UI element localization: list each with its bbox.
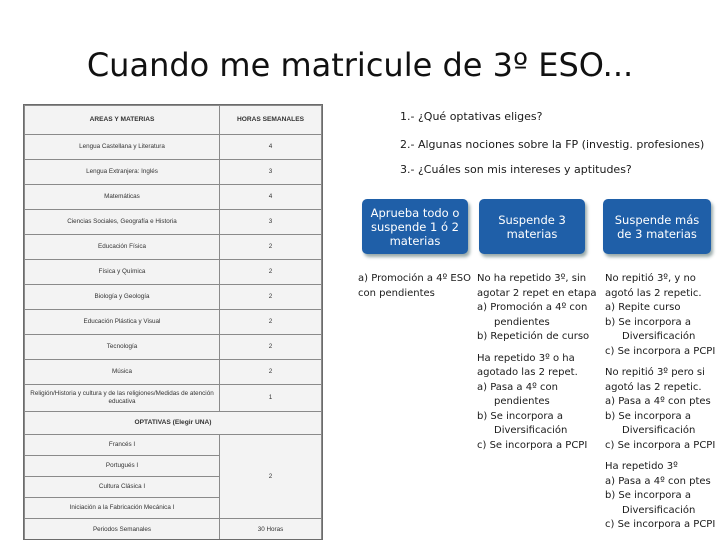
column-aprueba: [358, 272, 471, 301]
subjects-table-image: [23, 104, 323, 540]
text-line: con pendientes: [358, 287, 435, 299]
list-item: Diversificación: [622, 504, 696, 516]
question-3: 3.- ¿Cuáles son mis intereses y aptitudes?: [400, 163, 632, 176]
table-row-subject: Física y Química: [25, 260, 220, 285]
optativas-header: OPTATIVAS (Elegir UNA): [25, 412, 322, 435]
list-item: Diversificación: [622, 425, 696, 436]
optativa-item: Portugués I: [25, 456, 220, 477]
table-row-subject: Biología y Geología: [25, 285, 220, 310]
column-suspende-3: [477, 272, 596, 453]
list-item: b) Se incorpora a: [605, 410, 691, 422]
list-item: a) Promoción a 4º con: [477, 302, 588, 313]
list-item: pendientes: [494, 396, 550, 407]
box-line: Suspende más: [614, 212, 700, 227]
text-line: agotar 2 repet en etapa: [477, 287, 597, 299]
optativas-hours: 2: [220, 435, 322, 519]
list-item: c) Se incorpora a PCPI: [605, 345, 716, 357]
list-item: Diversificación: [494, 425, 568, 436]
text-line: Ha repetido 3º o ha: [477, 352, 575, 364]
box-line: Aprueba todo o: [370, 205, 460, 220]
table-row-subject: Lengua Extranjera: Inglés: [25, 160, 220, 185]
table-row-hours: 2: [220, 310, 322, 335]
total-label: Periodos Semanales: [25, 519, 220, 540]
text-line: agotado las 2 repet.: [477, 367, 578, 378]
text-line: agotó las 2 repetic.: [605, 287, 702, 299]
text-line: No ha repetido 3º, sin: [477, 273, 587, 284]
box-line: materias: [506, 226, 558, 241]
table-header-subjects: AREAS Y MATERIAS: [25, 106, 220, 135]
table-header-hours: HORAS SEMANALES: [220, 106, 322, 135]
total-hours: 30 Horas: [220, 519, 322, 540]
question-1: 1.- ¿Qué optativas eliges?: [400, 110, 543, 123]
table-row-hours: 4: [220, 185, 322, 210]
table-row-subject: Tecnología: [25, 335, 220, 360]
table-row-subject: Educación Física: [25, 235, 220, 260]
table-row-subject: Religión/Historia y cultura y de las religiones/Medidas de atención educativa: [25, 385, 220, 412]
optativa-item: Iniciación a la Fabricación Mecánica I: [25, 498, 220, 519]
list-item: c) Se incorpora a PCPI: [605, 519, 716, 530]
text-line: Ha repetido 3º: [605, 461, 678, 472]
table-row-hours: 2: [220, 235, 322, 260]
list-item: b) Repetición de curso: [477, 331, 590, 342]
box-line: de 3 materias: [617, 226, 697, 241]
table-row-hours: 2: [220, 360, 322, 385]
column-suspende-mas: [605, 272, 715, 533]
list-item: b) Se incorpora a: [605, 316, 691, 328]
text-line: No repitió 3º, y no: [605, 273, 696, 284]
box-line: Suspende 3: [498, 212, 566, 227]
box-line: suspende 1 ó 2: [371, 219, 459, 234]
box-line: materias: [389, 233, 441, 248]
subjects-table: [24, 105, 322, 540]
table-row-hours: 2: [220, 285, 322, 310]
table-row-subject: Música: [25, 360, 220, 385]
question-2: 2.- Algunas nociones sobre la FP (investig. profesiones): [400, 138, 705, 151]
optativa-item: Cultura Clásica I: [25, 477, 220, 498]
list-item: a) Repite curso: [605, 302, 681, 313]
list-item: b) Se incorpora a: [605, 490, 691, 501]
list-item: c) Se incorpora a PCPI: [477, 439, 588, 451]
table-row-subject: Lengua Castellana y Literatura: [25, 135, 220, 160]
list-item: b) Se incorpora a: [477, 410, 563, 422]
text-line: agotó las 2 repetic.: [605, 381, 702, 393]
text-line: a) Promoción a 4º ESO: [358, 273, 471, 284]
optativa-item: Francés I: [25, 435, 220, 456]
table-row-subject: Ciencias Sociales, Geografía e Historia: [25, 210, 220, 235]
table-row-hours: 3: [220, 160, 322, 185]
box-suspende-mas: [603, 199, 711, 254]
table-row-subject: Educación Plástica y Visual: [25, 310, 220, 335]
list-item: c) Se incorpora a PCPI: [605, 439, 716, 451]
list-item: a) Pasa a 4º con ptes: [605, 475, 711, 487]
list-item: a) Pasa a 4º con ptes: [605, 396, 711, 407]
table-row-hours: 2: [220, 260, 322, 285]
table-row-hours: 1: [220, 385, 322, 412]
table-row-hours: 3: [220, 210, 322, 235]
box-suspende-3: [479, 199, 585, 254]
box-aprueba: [362, 199, 468, 254]
list-item: Diversificación: [622, 331, 696, 342]
table-row-subject: Matemáticas: [25, 185, 220, 210]
slide-title: Cuando me matricule de 3º ESO...: [86, 46, 634, 84]
table-row-hours: 2: [220, 335, 322, 360]
table-row-hours: 4: [220, 135, 322, 160]
list-item: a) Pasa a 4º con: [477, 381, 558, 393]
list-item: pendientes: [494, 316, 550, 328]
text-line: No repitió 3º pero si: [605, 367, 705, 378]
